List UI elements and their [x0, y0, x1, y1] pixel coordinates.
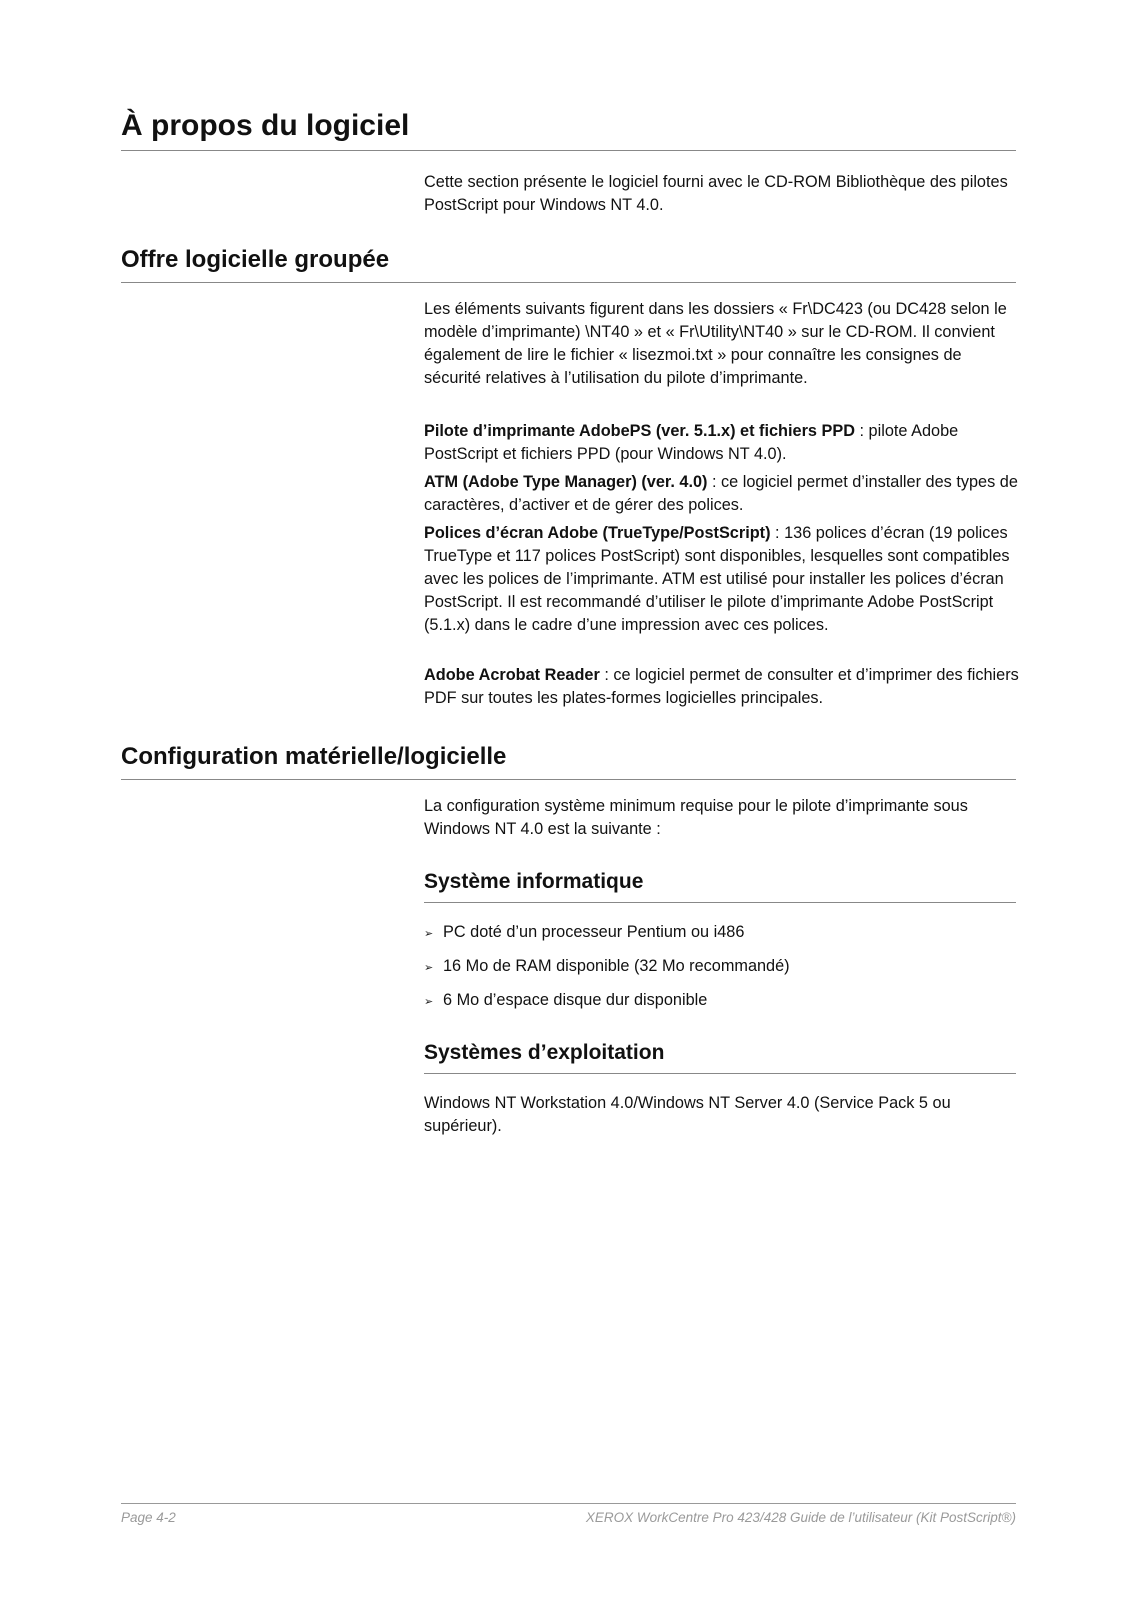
page-number: Page 4-2 [121, 1510, 176, 1525]
arrowhead-bullet-icon: ➢ [424, 928, 434, 940]
document-title: XEROX WorkCentre Pro 423/428 Guide de l’utilisateur (Kit PostScript®) [585, 1510, 1016, 1525]
item-acrobat-reader [424, 664, 1020, 710]
intro-paragraph: Cette section présente le logiciel fourni avec le CD-ROM Bibliothèque des pilotes PostScript pour Windows NT 4.0. [424, 173, 1008, 214]
item-description: : pilote Adobe PostScript et fichiers PPD (pour Windows NT 4.0). [424, 422, 959, 463]
section-heading-offre: Offre logicielle groupée [121, 246, 1016, 283]
list-item-text: 6 Mo d’espace disque dur disponible [443, 991, 708, 1009]
arrowhead-bullet-icon: ➢ [424, 996, 434, 1008]
item-term: ATM (Adobe Type Manager) (ver. 4.0) [424, 473, 708, 491]
subsection-heading-exploitation: Systèmes d’exploitation [424, 1040, 1016, 1074]
list-item [424, 989, 1020, 1014]
item-term: Polices d’écran Adobe (TrueType/PostScript) [424, 524, 771, 542]
item-term: Pilote d’imprimante AdobePS (ver. 5.1.x) et fichiers PPD [424, 422, 855, 440]
item-screen-fonts [424, 522, 1020, 637]
page-title: À propos du logiciel [121, 108, 1016, 151]
list-item-text: 16 Mo de RAM disponible (32 Mo recommandé) [443, 957, 790, 975]
arrowhead-bullet-icon: ➢ [424, 962, 434, 974]
item-atm [424, 471, 1020, 517]
item-description: : ce logiciel permet d’installer des types de caractères, d’activer et de gérer des polices. [424, 473, 1018, 514]
section-heading-configuration: Configuration matérielle/logicielle [121, 743, 1016, 780]
subsection-heading-systeme: Système informatique [424, 869, 1016, 903]
list-item-text: PC doté d’un processeur Pentium ou i486 [443, 923, 745, 941]
item-term: Adobe Acrobat Reader [424, 666, 600, 684]
item-description: : ce logiciel permet de consulter et d’imprimer des fichiers PDF sur toutes les plates-formes logicielles principales. [424, 666, 1019, 707]
item-adobeps-driver [424, 420, 1020, 466]
configuration-intro-paragraph: La configuration système minimum requise pour le pilote d’imprimante sous Windows NT 4.0 est la suivante : [424, 797, 968, 838]
list-item [424, 955, 1020, 980]
exploitation-paragraph: Windows NT Workstation 4.0/Windows NT Server 4.0 (Service Pack 5 ou supérieur). [424, 1094, 951, 1135]
list-item [424, 921, 1020, 946]
page-footer [121, 1503, 1016, 1525]
offre-intro-paragraph: Les éléments suivants figurent dans les dossiers « Fr\DC423 (ou DC428 selon le modèle d’imprimante) \NT40 » et « Fr\Utility\NT40 » sur le CD-ROM. Il convient également de lire le fichier « lisezmoi.txt » pour connaître les consignes de sécurité relatives à l’utilisation du pilote d’imprimante. [424, 300, 1007, 387]
item-description: : 136 polices d’écran (19 polices TrueType et 117 polices PostScript) sont disponibles, lesquelles sont compatibles avec les polices de l’imprimante. ATM est utilisé pour installer les polices d’écran PostScript. Il est recommandé d’utiliser le pilote d’imprimante Adobe PostScript (5.1.x) dans le cadre d’une impression avec ces polices. [424, 524, 1010, 634]
